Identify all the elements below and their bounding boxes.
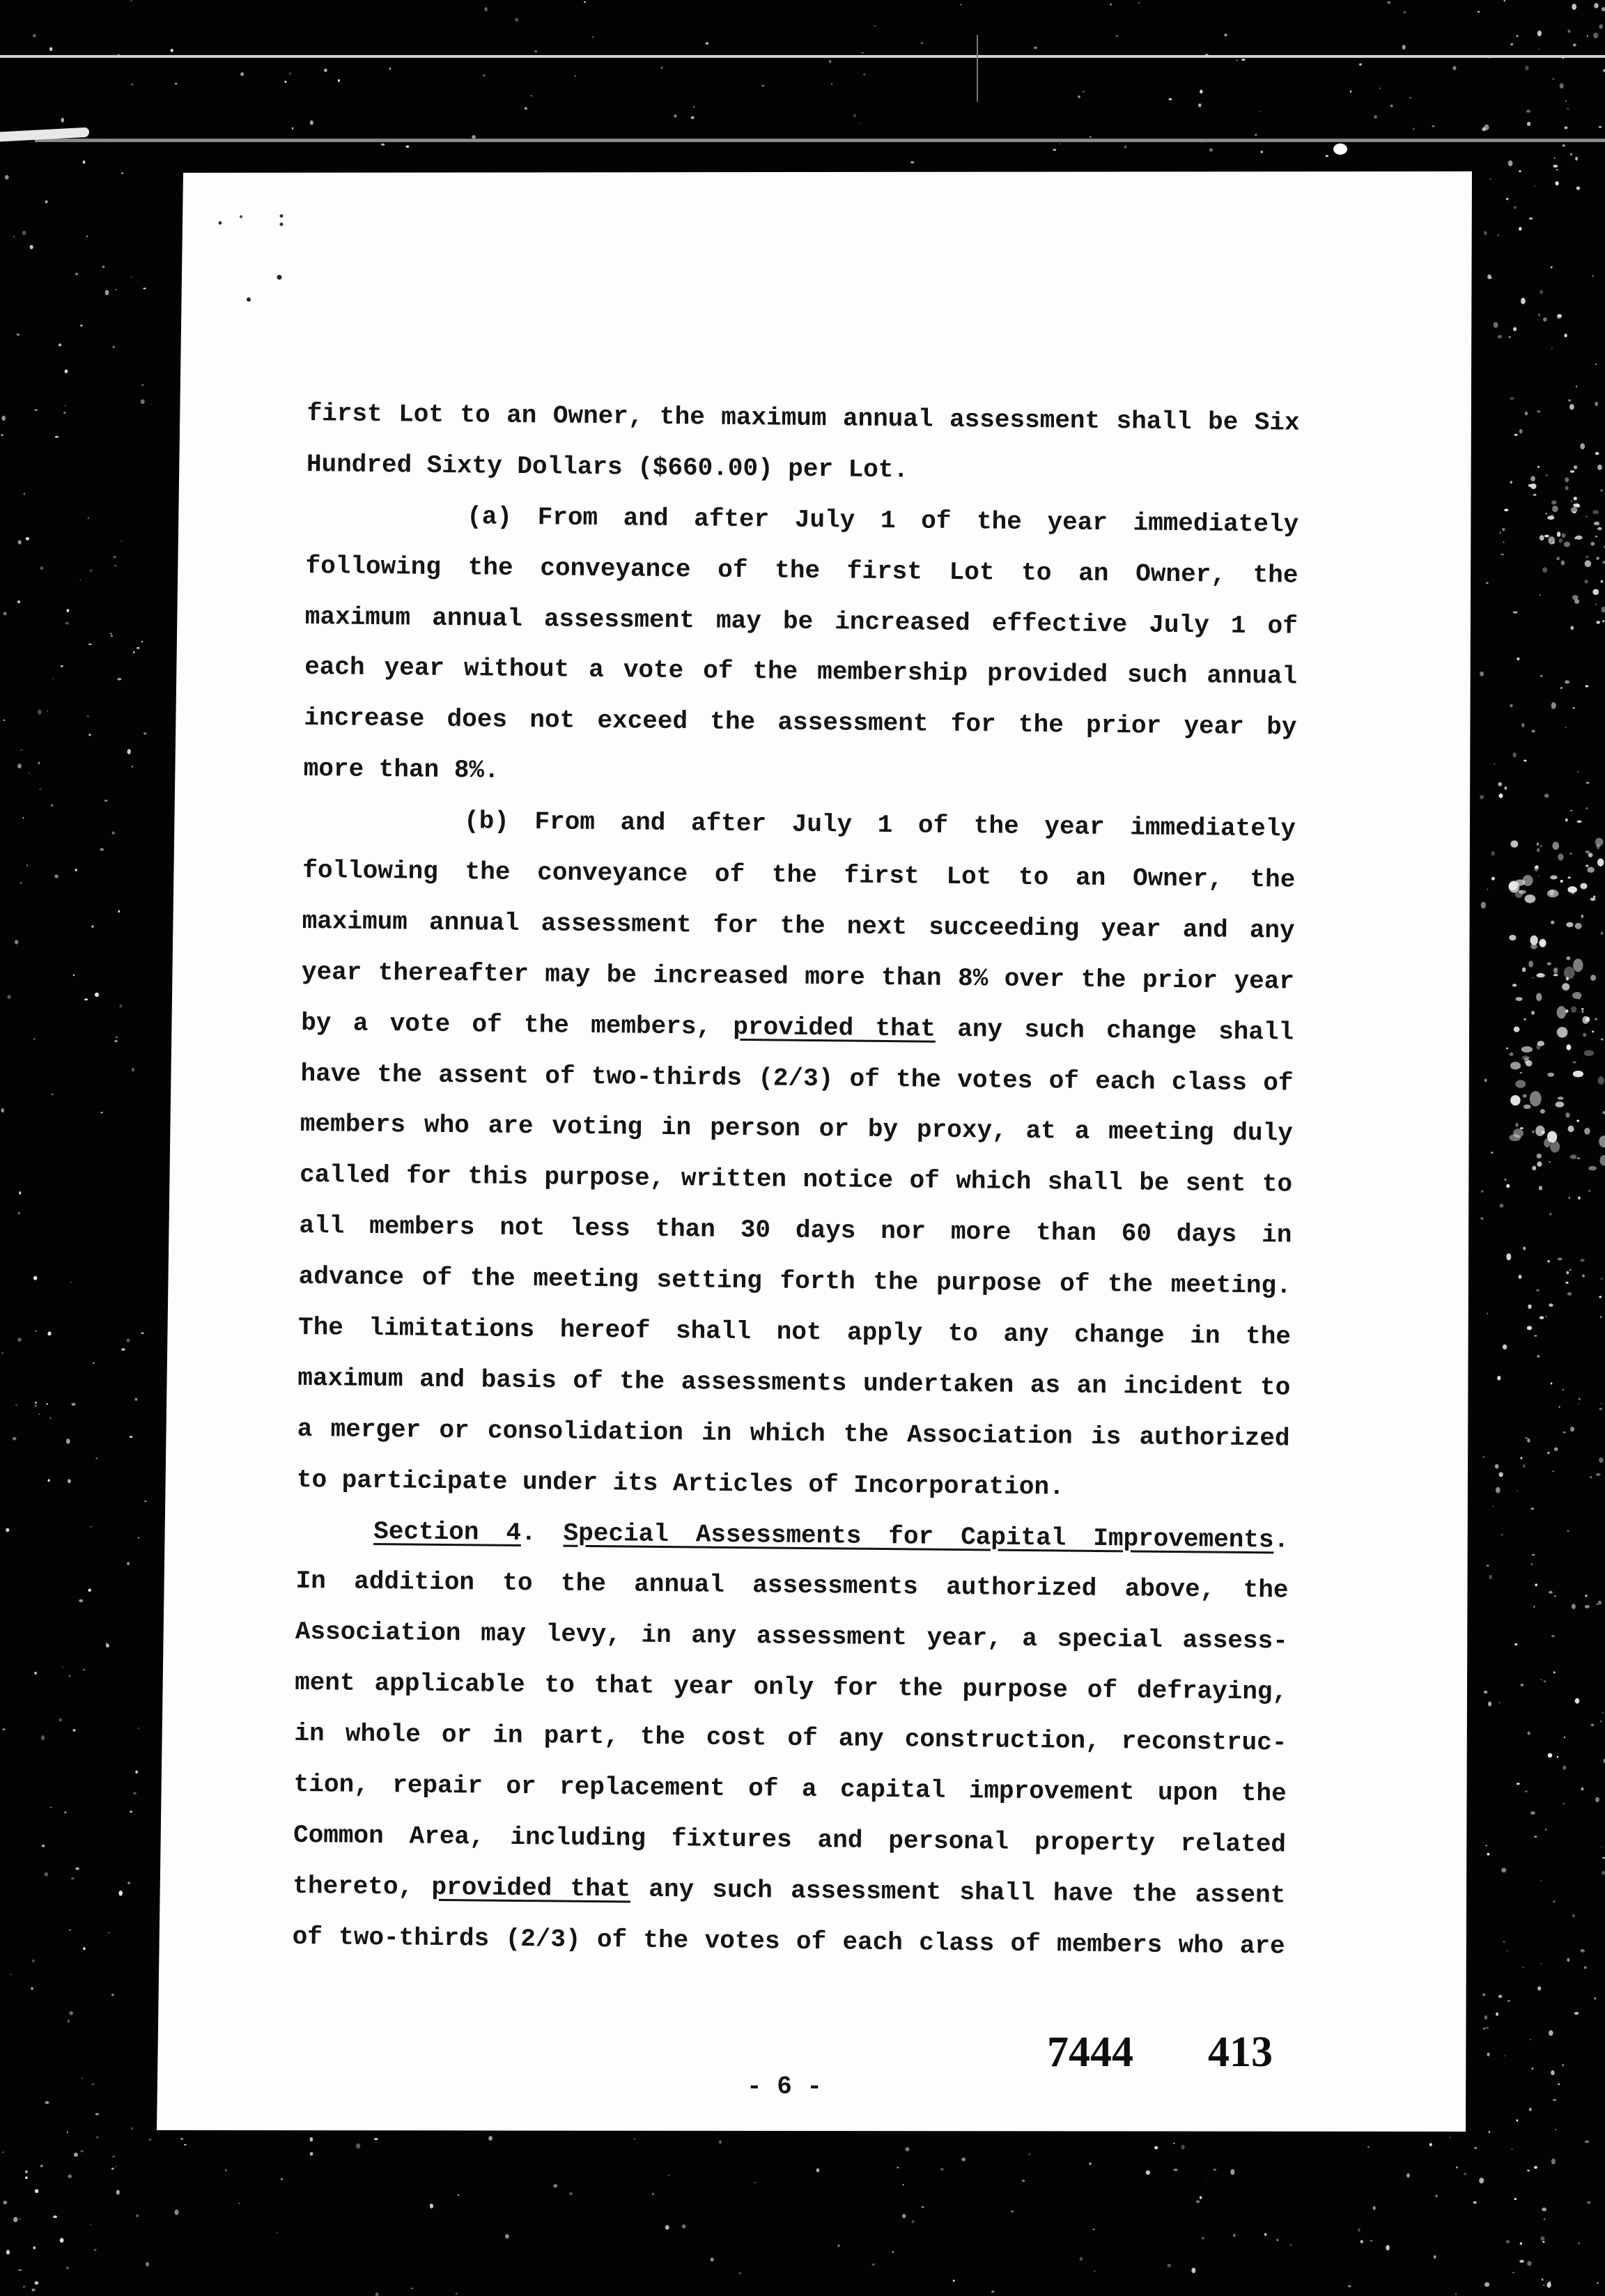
subparagraph-b-line: (b) From and after July 1 of the year immediately bbox=[463, 807, 1296, 844]
text-line: maximum and basis of the assessments undertaken as an incident to bbox=[297, 1363, 1291, 1402]
text-line bbox=[301, 998, 1294, 1059]
page-speck bbox=[280, 215, 284, 218]
line-text: any such assessment shall have the assent bbox=[630, 1875, 1286, 1910]
text-line: a merger or consolidation in which the Association is authorized bbox=[297, 1414, 1290, 1453]
page-speck bbox=[280, 223, 284, 226]
text-line: first Lot to an Owner, the maximum annual assessment shall be Six bbox=[307, 398, 1300, 437]
section-title: Special Assessments for Capital Improvements bbox=[563, 1519, 1274, 1554]
text-line: of two-thirds (2/3) of the votes of each class of members who are bbox=[292, 1922, 1285, 1961]
text-line: called for this purpose, written notice of which shall be sent to bbox=[299, 1161, 1293, 1199]
text-line: following the conveyance of the first Lot to an Owner, the bbox=[302, 855, 1296, 894]
page-speck bbox=[277, 275, 282, 280]
text-line: tion, repair or replacement of a capital improvement upon the bbox=[293, 1769, 1287, 1808]
text-line: all members not less than 30 days nor more than 60 days in bbox=[299, 1211, 1292, 1250]
subparagraph-a-line: (a) From and after July 1 of the year immediately bbox=[467, 502, 1299, 539]
text-line: year thereafter may be increased more than 8% over the prior year bbox=[301, 957, 1295, 996]
text-line: Association may levy, in any assessment year, a special assess- bbox=[295, 1618, 1288, 1656]
text-line: members who are voting in person or by proxy, at a meeting duly bbox=[300, 1110, 1293, 1149]
section-separator: . bbox=[520, 1518, 564, 1548]
page-speck bbox=[219, 222, 222, 225]
text-line: to participate under its Articles of Incorporation. bbox=[296, 1465, 1064, 1502]
recording-book-number: 7444 bbox=[1047, 2029, 1133, 2076]
section-heading bbox=[296, 1506, 1289, 1567]
text-line: following the conveyance of the first Lot to an Owner, the bbox=[305, 551, 1298, 590]
line-text: any such change shall bbox=[935, 1014, 1294, 1047]
text-line: Hundred Sixty Dollars ($660.00) per Lot. bbox=[306, 449, 909, 485]
text-line: have the assent of two-thirds (2/3) of the votes of each class of bbox=[300, 1059, 1294, 1098]
text-line: maximum annual assessment may be increased effective July 1 of bbox=[304, 602, 1298, 641]
line-text: by a vote of the members, bbox=[301, 1008, 734, 1041]
text-line: In addition to the annual assessments authorized above, the bbox=[295, 1567, 1289, 1606]
text-line: each year without a vote of the membership provided such annual bbox=[304, 653, 1298, 692]
text-line: The limitations hereof shall not apply to any change in the bbox=[297, 1312, 1292, 1351]
text-line bbox=[293, 1861, 1286, 1922]
body-text bbox=[292, 389, 1300, 1972]
text-line: Common Area, including fixtures and personal property related bbox=[293, 1820, 1287, 1859]
section-end: . bbox=[1273, 1525, 1289, 1555]
line-text: thereto, bbox=[293, 1871, 432, 1902]
text-line: increase does not exceed the assessment for the prior year by bbox=[304, 704, 1297, 742]
text-line: more than 8%. bbox=[303, 754, 499, 785]
text-line: ment applicable to that year only for the purpose of defraying, bbox=[294, 1668, 1288, 1707]
page-speck bbox=[247, 297, 251, 302]
text-line: maximum annual assessment for the next succeeding year and any bbox=[302, 906, 1295, 945]
underlined-phrase: provided that bbox=[431, 1872, 631, 1904]
section-number: Section 4 bbox=[373, 1517, 522, 1547]
recording-page-number: 413 bbox=[1208, 2029, 1273, 2076]
text-line: in whole or in part, the cost of any construction, reconstruc- bbox=[294, 1719, 1287, 1758]
page-speck bbox=[240, 215, 242, 218]
text-line: advance of the meeting setting forth the purpose of the meeting. bbox=[298, 1262, 1292, 1301]
underlined-phrase: provided that bbox=[733, 1012, 936, 1044]
page-number: - 6 - bbox=[747, 2072, 823, 2101]
